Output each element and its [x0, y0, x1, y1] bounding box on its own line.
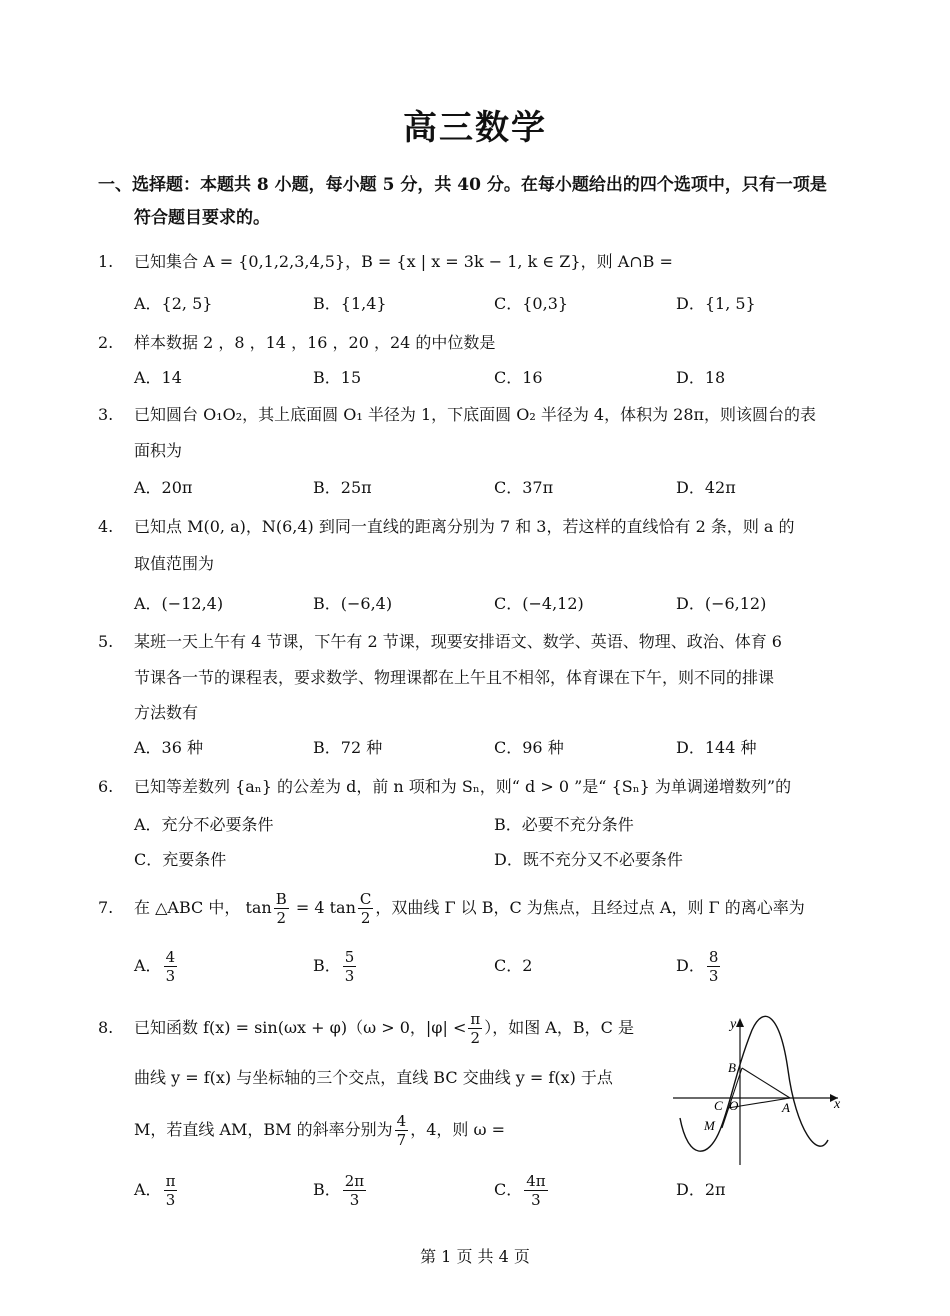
question-text: 已知圆台 O₁O₂，其上底面圆 O₁ 半径为 1，下底面圆 O₂ 半径为 4，体积为 28π，则该圆台的表: [134, 405, 817, 424]
option-c: C．16: [494, 368, 543, 387]
question-number: 2.: [98, 333, 114, 352]
point-m-label: M: [704, 1118, 715, 1133]
option-a: A．{2, 5}: [134, 294, 213, 313]
y-axis-label: y: [730, 1017, 737, 1032]
option-b: B．15: [313, 368, 362, 387]
question-text-cont: 面积为: [134, 441, 183, 460]
option-d: D．42π: [676, 478, 736, 497]
option-b: B．72 种: [313, 738, 383, 757]
point-b-label: B: [728, 1060, 736, 1075]
option-a: A．36 种: [134, 738, 204, 757]
option-c: C．37π: [494, 478, 554, 497]
option-d: D．18: [676, 368, 726, 387]
origin-label: O: [729, 1098, 739, 1113]
question-text: 已知点 M(0, a)，N(6,4) 到同一直线的距离分别为 7 和 3，若这样的直线恰有 2 条，则 a 的: [134, 517, 795, 536]
page-title: 高三数学: [403, 108, 547, 148]
option-d: D．{1, 5}: [676, 294, 756, 313]
option-c: C． $\frac{4\pi}{3}$: [494, 1172, 546, 1209]
question-number: 7.: [98, 898, 114, 917]
option-b: B．{1,4}: [313, 294, 387, 313]
option-c: C．2: [494, 956, 533, 975]
question-number: 4.: [98, 517, 114, 536]
question-text-cont: 节课各一节的课程表，要求数学、物理课都在上午且不相邻，体育课在下午，则不同的排课: [134, 668, 775, 687]
option-a: A．20π: [134, 478, 193, 497]
option-c: C．充要条件: [134, 850, 227, 869]
option-b: B．(−6,4): [313, 594, 393, 613]
question-text-cont: 取值范围为: [134, 554, 215, 573]
option-c: C．(−4,12): [494, 594, 584, 613]
question-number: 8.: [98, 1018, 114, 1037]
option-d: D．既不充分又不必要条件: [494, 850, 683, 869]
question-text: 样本数据 2 ，8 ，14 ，16 ，20 ，24 的中位数是: [134, 333, 496, 352]
option-a: A．充分不必要条件: [134, 815, 274, 834]
question-text-cont: M，若直线 AM，BM 的斜率分别为 $\frac{4}{7}$ ，4，则 ω =: [134, 1112, 505, 1149]
option-b: B． $\frac{5}{3}$: [313, 948, 355, 985]
question-text: 已知等差数列 {aₙ} 的公差为 d，前 n 项和为 Sₙ，则“ d > 0 ”是“ {Sₙ} 为单调递增数列”的: [134, 777, 792, 796]
option-d: D．2π: [676, 1180, 726, 1199]
option-b: B．必要不充分条件: [494, 815, 634, 834]
question-number: 1.: [98, 252, 114, 271]
option-a: A．14: [134, 368, 182, 387]
x-axis-label: x: [834, 1097, 841, 1112]
question-number: 3.: [98, 405, 114, 424]
option-a: A．(−12,4): [134, 594, 224, 613]
question-text: 在 △ABC 中， tan $\frac{B}{2}$ = 4 tan $\frac{C}{2}$ ，双曲线 Γ 以 B，C 为焦点，且经过点 A，则 Γ 的离心率为: [134, 890, 805, 927]
question-text-cont: 曲线 y = f(x) 与坐标轴的三个交点，直线 BC 交曲线 y = f(x) 于点: [134, 1068, 613, 1087]
option-d: D．144 种: [676, 738, 757, 757]
sine-curve-figure: [668, 1010, 848, 1170]
fraction: $\frac{B}{2}$: [275, 890, 287, 927]
option-a: A． $\frac{4}{3}$: [134, 948, 176, 985]
question-text: 已知集合 A = {0,1,2,3,4,5}，B = {x | x = 3k − 1, k ∈ Z}，则 A∩B =: [134, 252, 673, 271]
option-b: B．25π: [313, 478, 372, 497]
section-heading: 一、选择题：本题共 8 小题，每小题 5 分，共 40 分。在每小题给出的四个选项中，只有一项是: [98, 175, 827, 195]
question-text-cont: 方法数有: [134, 703, 199, 722]
page-footer: 第 1 页 共 4 页: [420, 1247, 530, 1266]
question-number: 5.: [98, 632, 114, 651]
option-a: A． $\frac{\pi}{3}$: [134, 1172, 176, 1209]
point-c-label: C: [714, 1098, 723, 1113]
option-d: D． $\frac{8}{3}$: [676, 948, 719, 985]
question-text: 某班一天上午有 4 节课，下午有 2 节课，现要安排语文、数学、英语、物理、政治、体育 6: [134, 632, 782, 651]
question-number: 6.: [98, 777, 114, 796]
option-c: C．96 种: [494, 738, 564, 757]
point-a-label: A: [782, 1100, 790, 1115]
option-c: C．{0,3}: [494, 294, 569, 313]
question-text: 已知函数 f(x) = sin(ωx + φ)（ω > 0，|φ| < $\frac{\pi}{2}$ ），如图 A，B，C 是: [134, 1010, 634, 1047]
fraction: $\frac{C}{2}$: [359, 890, 372, 927]
section-heading-cont: 符合题目要求的。: [134, 208, 270, 228]
option-b: B． $\frac{2\pi}{3}$: [313, 1172, 365, 1209]
option-d: D．(−6,12): [676, 594, 767, 613]
